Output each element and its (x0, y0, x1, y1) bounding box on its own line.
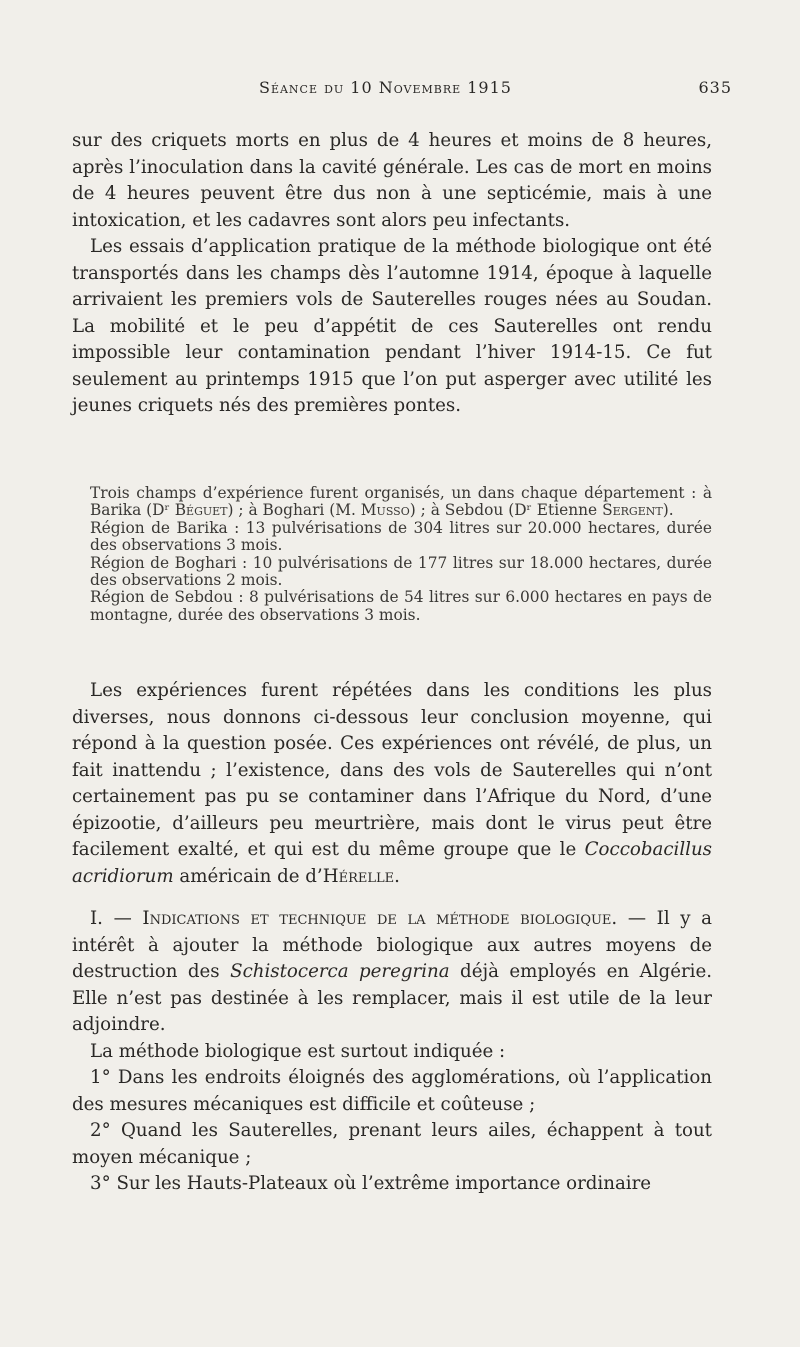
author-name: Musso (360, 501, 410, 520)
text-block-1 (72, 128, 712, 420)
experiment-fields-paragraph: Trois champs d’expérience furent organisés, un dans chaque département : à Barika (Dʳ Béguet) ; à Boghari (M. Musso) ; à Sebdou (Dʳ Etienne Sergent). (90, 484, 712, 520)
section-heading-paragraph: I. — Indications et technique de la méthode biologique. — Il y a intérêt à ajouter la méthode biologique aux autres moyens de destruction des Schistocerca peregrina déjà employés en Algérie. Elle n’est pas destinée à les remplacer, mais il est utile de la leur adjoindre. (72, 908, 713, 1035)
author-name: Béguet (174, 501, 228, 520)
small-print-block (90, 485, 712, 624)
list-item-3: 3° Sur les Hauts-Plateaux où l’extrême importance ordinaire (90, 1173, 652, 1194)
species-name: Coccobacillus acridiorum (72, 839, 712, 887)
region-sebdou: Région de Sebdou : 8 pulvérisations de 54 litres sur 6.000 hectares en pays de montagne, durée des observations 3 mois. (90, 588, 712, 624)
author-name: Hérelle (322, 865, 395, 887)
paragraph-continuation: sur des criquets morts en plus de 4 heures et moins de 8 heures, après l’inoculation dans la cavité générale. Les cas de mort en moins de 4 heures peuvent être dus non à une septicémie, mais à une intoxication, et les cadavres sont alors peu infectants. (72, 130, 712, 231)
list-item-1: 1° Dans les endroits éloignés des agglomérations, où l’application des mesures mécaniques est difficile et coûteuse ; (72, 1067, 712, 1115)
paragraph-field-trials: Les essais d’application pratique de la méthode biologique ont été transportés dans les champs dès l’automne 1914, époque à laquelle arrivaient les premiers vols de Sauterelles rouges nées au Soudan. La mobilité et le peu d’appétit de ces Sauterelles ont rendu impossible leur contamination pendant l’hiver 1914-15. Ce fut seulement au printemps 1915 que l’on put asperger avec utilité les jeunes criquets nés des premières pontes. (72, 236, 712, 416)
section-heading: Indications et technique de la méthode biologique. (142, 908, 618, 929)
text-block-3 (72, 906, 712, 1198)
region-barika: Région de Barika : 13 pulvérisations de 304 litres sur 20.000 hectares, durée des observations 3 mois. (90, 518, 712, 555)
text-block-2 (72, 678, 712, 890)
author-name: Sergent (602, 501, 663, 520)
paragraph-experiments: Les expériences furent répétées dans les conditions les plus diverses, nous donnons ci-dessous leur conclusion moyenne, qui répond à la question posée. Ces expériences ont révélé, de plus, un fait inattendu ; l’existence, dans des vols de Sauterelles qui n’ont certainement pas pu se contaminer dans l’Afrique du Nord, d’une épizootie, d’ailleurs peu meurtrière, mais dont le virus peut être facilement exalté, et qui est du même groupe que le Coccobacillus acridiorum américain de d’Hérelle. (72, 680, 712, 887)
page-number: 635 (698, 78, 732, 97)
paragraph-indications: La méthode biologique est surtout indiquée : (90, 1040, 506, 1062)
running-title: Séance du 10 Novembre 1915 (259, 78, 512, 97)
region-boghari: Région de Boghari : 10 pulvérisations de 177 litres sur 18.000 hectares, durée des observations 2 mois. (90, 553, 712, 590)
list-item-2: 2° Quand les Sauterelles, prenant leurs ailes, échappent à tout moyen mécanique ; (72, 1120, 712, 1168)
species-name: Schistocerca peregrina (230, 961, 450, 982)
